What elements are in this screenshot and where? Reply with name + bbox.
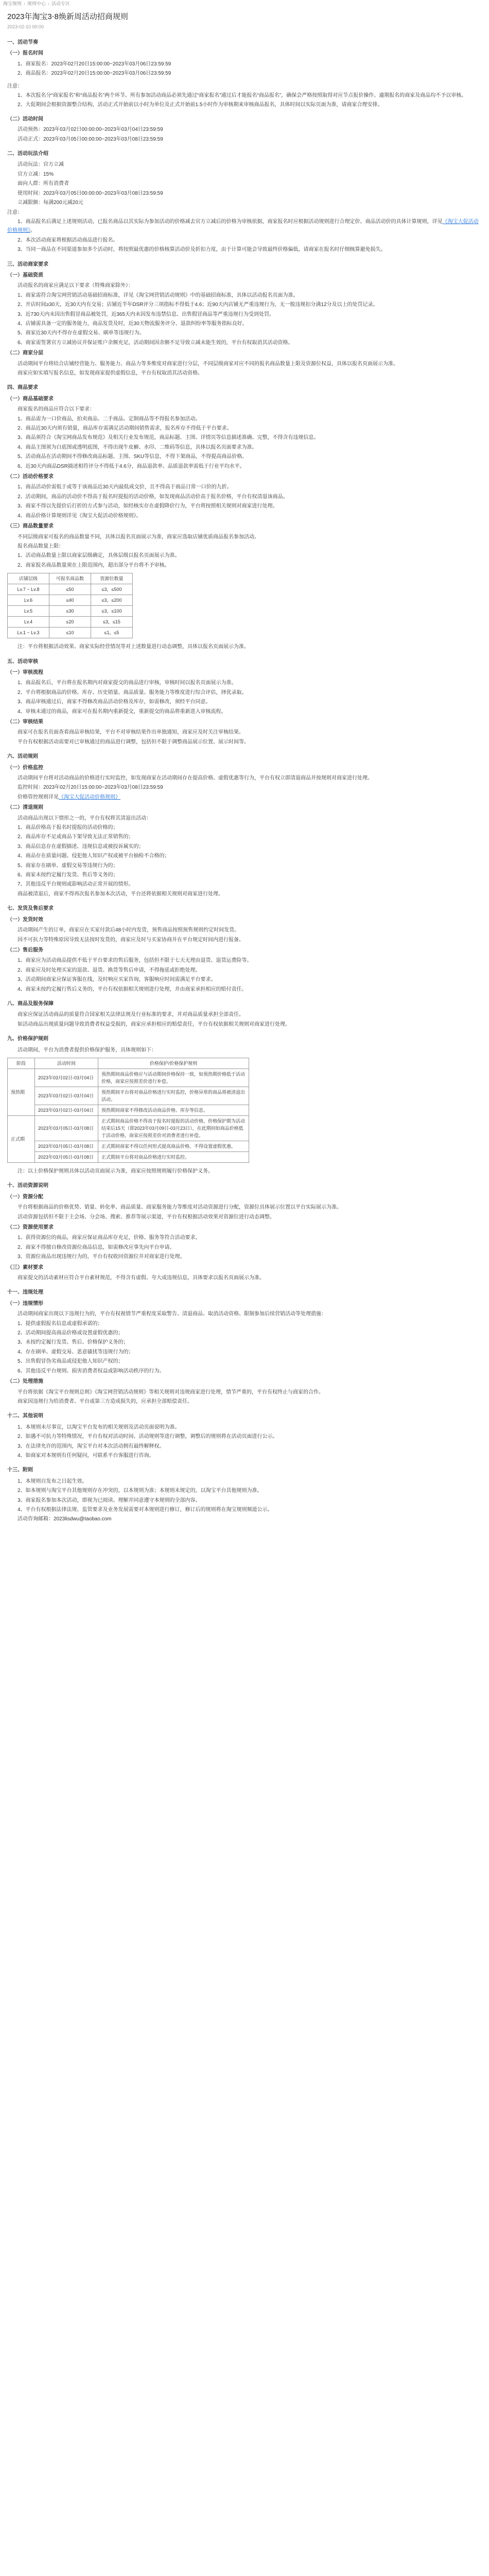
table-cell: Lv.4: [8, 617, 49, 628]
paragraph: 6、商家未按约定履行发货、售后等义务的；: [18, 872, 118, 878]
table-row: [8, 1141, 249, 1151]
subsection-heading: （二）售后服务: [7, 947, 43, 953]
table-cell: ≤30: [49, 606, 91, 617]
paragraph: 5、活动商品在活动期间不得修改商品标题、主图、SKU等信息，不得下架商品，不得提高商品价格。: [18, 454, 248, 460]
table-cell: ≤20: [49, 617, 91, 628]
paragraph: 活动报名的商家应满足以下要求（特殊商家除外）：: [18, 283, 133, 289]
paragraph: 因不可抗力等特殊原因导致无法按时发货的，商家应及时与买家协商并在平台规定时间内进行报备。: [18, 937, 244, 943]
paragraph: 活动玩法：官方立减: [18, 162, 64, 168]
table-row: [8, 628, 133, 638]
paragraph: 3、当同一商品在不同渠道参加多个活动时，将按照最优惠的价格核算活动价及折扣力度，由于计算可能会导致最终价格偏低，请商家在报名时仔细核算避免损失。: [18, 247, 386, 253]
paragraph: 6、商家需签署官方立减协议并保证账户余额充足，活动期间因余额不足导致立减未能生效的，平台有权取消其活动资格。: [18, 340, 293, 346]
paragraph: 如活动商品出现质量问题导致消费者权益受损的，商家应承担相应的赔偿责任，平台有权依据相关规则对商家进行处理。: [18, 1021, 290, 1027]
text-run: 1、商品报名后满足上述规则活动，已报名商品以其实际为参加活动的价格减去官方立减后的价格为审核依据，商家报名时应根据活动规则进行合理定价。: [18, 218, 365, 225]
table-header-cell: 店铺层级: [8, 573, 49, 584]
paragraph: 1、商品需为一口价商品，拍卖商品、二手商品、定制商品等不得报名参加活动。: [18, 416, 201, 422]
paragraph: 1、商品报名后，平台将在报名期内对商家提交的商品进行审核，审核时间以报名页面展示为准。: [18, 680, 237, 686]
subsection-heading: （三）商品数量要求: [7, 523, 54, 530]
paragraph: 3、在法律允许的范围内，淘宝平台对本次活动拥有最终解释权。: [18, 1443, 165, 1449]
paragraph: 1、本次报名分“商家报名”和“商品报名”两个环节。所有参加活动商品必须先通过“商家报名”通过后才能报名“商品报名”，确保会严格按照取得对应节点报价操作。逾期报名的商家及商品均不予以审核。: [18, 93, 467, 99]
breadcrumb-item-center[interactable]: 规则中心: [27, 1, 46, 6]
contact-email: 活动咨询邮箱：2023lisdwu@taobao.com: [18, 1516, 112, 1522]
paragraph: 4、审核未通过的商品，商家可在报名期内重新提交，重新提交的商品将重新进入审核流程。: [18, 708, 226, 715]
table-cell: Lv.1 ~ Lv.3: [8, 628, 49, 638]
table-note: 注：平台将根据活动效果、商家实际经营情况等对上述数量进行动态调整，具体以报名页面展示为准。: [18, 644, 249, 650]
paragraph: 2、开店时间≥30天，近30天内有交易；店铺近半年DSR评分三项指标不得低于4.6；近90天内店铺无严重违规行为，无一般违规扣分满12分及以上的处罚记录。: [18, 302, 378, 308]
section-heading: 十、活动资源说明: [7, 1183, 48, 1189]
paragraph: 7、其他违反平台规则或影响活动正常开展的情形。: [18, 882, 134, 888]
table-row: [8, 1105, 249, 1115]
table-cell: ≤10: [49, 628, 91, 638]
paragraph: 3、商品须符合《淘宝网商品发布规范》及相关行业发布规范，商品标题、主图、详情页等信息描述准确、完整，不得含有违规信息。: [18, 435, 319, 441]
paragraph: 3、资源位商品出现违规行为的，平台有权收回资源位并对商家进行处理。: [18, 1254, 185, 1260]
table-header-cell: 可报名商品数: [49, 573, 91, 584]
paragraph: 活动商品出现以下情形之一的，平台有权将其清退出活动：: [18, 815, 151, 821]
table-header-cell: 价格保护/价格保护规则: [98, 1058, 249, 1069]
section-heading: 二、活动玩法介绍: [7, 151, 48, 157]
paragraph: 3、近730天内未因出售假冒商品被处罚，近365天内未因发布违禁信息、出售假冒商品等严重违规行为受到处罚。: [18, 311, 274, 317]
subsection-heading: （二）处理措施: [7, 1379, 43, 1385]
paragraph: 4、商品主图须为白底图或透明底图，不得出现牛皮癣、水印、二维码等信息，具体以报名页面要求为准。: [18, 444, 257, 450]
section-heading: 九、价格保护规则: [7, 1036, 48, 1042]
section-heading: 十三、附则: [7, 1467, 33, 1473]
table-cell: 预热期: [8, 1069, 35, 1115]
table-row: [8, 1151, 249, 1162]
paragraph: 1、提供虚假报名信息或虚假承诺的；: [18, 1320, 103, 1327]
price-rules-link[interactable]: 《淘宝大促活动价格规则》: [7, 218, 479, 234]
breadcrumb-separator: ›: [48, 1, 50, 6]
table-note: 注：以上价格保护规则具体以活动页面展示为准，商家应按照规则履行价格保护义务。: [18, 1168, 213, 1174]
paragraph: 2、平台将根据商品的价格、库存、历史销量、商品质量、服务能力等维度进行综合评估，择优录取。: [18, 689, 247, 696]
subsection-heading: （一）商品基础要求: [7, 396, 54, 402]
paragraph: 5、商家近30天内不得存在虚假交易、刷单等违规行为。: [18, 330, 145, 336]
table-cell: ≤40: [49, 595, 91, 606]
paragraph: 官方立减：15%: [18, 171, 54, 177]
paragraph: 活动期间产生的订单，商家应在买家付款后48小时内发货，预售商品按照预售规则约定时间发货。: [18, 927, 240, 934]
paragraph: 4、平台有权根据法律法规、监管要求及业务发展需要对本规则进行修订，修订后的规则将在淘宝规则频道公示。: [18, 1506, 273, 1513]
paragraph: 3、商家不得以先提价后打折的方式参与活动，如经核实存在虚假降价行为，平台将按照相关规则对商家进行处理。: [18, 503, 278, 510]
section-heading: 五、活动审核: [7, 658, 38, 665]
text-run: 价格管控规则详见: [18, 794, 59, 800]
table-cell: Lv.5: [8, 606, 49, 617]
paragraph: 4、店铺需具备一定的服务能力，商品发货及时，近30天物流服务评分、退款纠纷率等服务指标良好。: [18, 320, 248, 327]
table-cell: 预热期间平台将对商品价格进行实时监控，价格异常的商品将被清退出活动。: [98, 1087, 249, 1105]
paragraph: 平台将根据商品的价格优势、销量、转化率、商品质量、商家服务能力等维度对活动资源进行分配，资源位具体展示位置以平台实际展示为准。: [18, 1205, 342, 1211]
paragraph: 商家应如实填写报名信息，如发现商家提供虚假信息，平台有权取消其活动资格。: [18, 370, 203, 376]
subsection-heading: （二）活动价格要求: [7, 474, 54, 480]
paragraph: 2、商家不得擅自修改资源位商品信息，如需修改应事先向平台申请。: [18, 1244, 175, 1250]
table-row: [8, 1069, 249, 1087]
paragraph: 平台有权根据活动需要对已审核通过的商品进行调整，包括但不限于调整商品展示位置、展示时间等。: [18, 739, 249, 745]
subsection-heading: （二）清退规则: [7, 805, 43, 811]
paragraph: 4、商品价格计算规则详见《淘宝大促活动价格规则》。: [18, 513, 142, 519]
paragraph: 商家提交的活动素材应符合平台素材规范，不得含有虚假、夸大或违规信息，具体要求以报名页面展示为准。: [18, 1275, 265, 1281]
paragraph: 活动资源包括但不限于主会场、分会场、搜索、推荐等展示渠道，平台有权根据活动效果对资源位进行动态调整。: [18, 1214, 275, 1220]
paragraph: 3、活动期间商家应保证客服在线，及时响应买家咨询，客服响应时间需满足平台要求。: [18, 977, 216, 983]
table-row: [8, 617, 133, 628]
subsection-heading: （三）素材要求: [7, 1264, 43, 1270]
subsection-heading: （一）报名时间: [7, 50, 43, 57]
breadcrumb-item-activity[interactable]: 活动专区: [51, 1, 71, 6]
paragraph: 1、商家应为活动商品提供不低于平台要求的售后服务，包括但不限于七天无理由退货、退货运费险等。: [18, 958, 252, 964]
table-cell: ≤3，≤100: [91, 606, 133, 617]
paragraph: [7, 793, 482, 802]
text-run: 商品活动价的具体计算规则，详见: [365, 218, 443, 225]
paragraph: 活动期间商家出现以下违规行为的，平台有权视情节严重程度采取警告、清退商品、取消活动资格、限制参加后续营销活动等处理措施：: [18, 1311, 326, 1317]
table-header-row: [8, 1058, 249, 1069]
table-cell: 正式期间商品价格不得高于报名时提报的活动价格，价格保护期为活动结束后15天（即2023年03月09日-03月23日），在此期间如商品价格低于活动价格，商家应按照差价对消费者进行补偿。: [98, 1115, 249, 1141]
table-cell: 2023年03月02日-03月04日: [35, 1087, 98, 1105]
subsection-heading: （一）违规情形: [7, 1300, 43, 1307]
paragraph: 2、商家报名商品数量须在上限范围内，超出部分平台将不予审核。: [18, 562, 170, 568]
section-heading: 八、商品及服务保障: [7, 1001, 54, 1007]
table-cell: 2023年03月02日-03月04日: [35, 1105, 98, 1115]
subsection-heading: （二）商家分层: [7, 350, 43, 357]
publish-date: 2023-02-10 00:00: [7, 24, 44, 29]
paragraph: 2、活动期间提高商品价格或设置虚假优惠的；: [18, 1330, 124, 1336]
rule-document: [0, 7, 489, 2576]
paragraph: 活动期间平台将对活动商品的价格进行实时监控，如发现商家在活动期间存在提高价格、虚假优惠等行为，平台有权立即清退商品并按规则对商家进行处理。: [18, 775, 373, 781]
subsection-heading: （一）发货时效: [7, 917, 43, 923]
table-cell: ≤3，≤500: [91, 584, 133, 595]
paragraph: 4、商品存在质量问题、侵犯他人知识产权或被平台抽检不合格的；: [18, 853, 170, 859]
paragraph: 商家可在报名页面查看商品审核结果，平台不对审核结果作出单独通知，商家应及时关注审核结果。: [18, 730, 244, 736]
paragraph: 1、商品活动价需低于或等于该商品近30天内最低成交价，且不得高于商品日常一口价的九折。: [18, 484, 232, 490]
level-quota-table: [7, 573, 133, 638]
breadcrumb-separator: ›: [24, 1, 26, 6]
paragraph: 5、商家存在刷单、虚假交易等违规行为的；: [18, 862, 118, 869]
paragraph: 平台将依据《淘宝平台规则总则》《淘宝网营销活动规则》等相关规则对违规商家进行处理，情节严重的，平台有权终止与商家的合作。: [18, 1389, 324, 1395]
paragraph: 3、未按约定履行发货、售后、价格保护义务的；: [18, 1340, 129, 1346]
table-cell: 预热期间商家不得修改活动商品价格、库存等信息。: [98, 1105, 249, 1115]
table-header-cell: 活动时间: [35, 1058, 98, 1069]
paragraph: 2、商家应及时处理买家的退款、退货、换货等售后申请，不得拖延或拒绝处理。: [18, 967, 201, 973]
paragraph: 2、活动期间，商品的活动价不得高于报名时提报的活动价格，如发现商品活动价高于报名价格，平台有权清退该商品。: [18, 494, 288, 500]
paragraph: 4、如商家对本规则有任何疑问，可联系平台客服进行咨询。: [18, 1452, 154, 1459]
table-row: [8, 1087, 249, 1105]
paragraph: 活动预热：2023年03月02日00:00:00~2023年03月04日23:59:59: [18, 127, 163, 133]
paragraph: 活动期间平台将结合店铺经营能力、服务能力、商品力等多维度对商家进行分层，不同层级商家对应不同的报名商品数量上限及资源位权益，具体以报名页面展示为准。: [18, 361, 398, 367]
paragraph: 1、本规则自发布之日起生效。: [18, 1478, 88, 1484]
paragraph: 使用时间：2023年03月05日00:00:00~2023年03月08日23:59:59: [18, 190, 163, 196]
paragraph: 4、存在刷单、虚假交易、恶意骚扰等违规行为的；: [18, 1349, 134, 1355]
breadcrumb: [0, 0, 489, 7]
paragraph: 监控时间：2023年02月20日15:00:00~2023年03月08日23:59:59: [18, 785, 163, 791]
page-title: 2023年淘宝3⋅8焕新周活动招商规则: [7, 12, 128, 21]
paragraph: 2、如本规则与淘宝平台其他规则存在冲突的，以本规则为准；本规则未规定的，以淘宝平台其他规则为准。: [18, 1488, 263, 1494]
paragraph: 1、活动商品数量上限以商家层级确定，具体层级以报名页面展示为准。: [18, 553, 180, 559]
breadcrumb-item-rules[interactable]: 淘宝规则: [3, 1, 22, 6]
paragraph: 商家应保证活动商品的质量符合国家相关法律法规及行业标准的要求，并对商品质量承担全部责任。: [18, 1012, 244, 1018]
table-cell: ≤1，≤5: [91, 628, 133, 638]
note-heading: 注意：: [7, 83, 23, 89]
subsection-heading: （一）基础资质: [7, 272, 43, 278]
paragraph: 1、本规则未尽事宜，以淘宝平台发布的相关规则及活动页面说明为准。: [18, 1424, 180, 1430]
paragraph: 2、商品报名：2023年02月20日15:00:00~2023年03月06日23:59:59: [18, 71, 171, 77]
table-row: [8, 606, 133, 617]
paragraph: 1、商家需符合淘宝网营销活动基础招商标准，详见《淘宝网营销活动规则》中的基础招商标准，具体以活动报名页面为准。: [18, 292, 299, 298]
subsection-heading: （一）价格监控: [7, 765, 43, 771]
table-cell: 正式期间商家不得以任何形式提高商品价格，不得设置虚假优惠。: [98, 1141, 249, 1151]
paragraph: 活动正式：2023年03月05日00:00:00~2023年03月08日23:59:59: [18, 136, 163, 142]
table-row: [8, 595, 133, 606]
paragraph: 2、商品库存不足或商品下架导致无法正常销售的；: [18, 834, 134, 840]
paragraph: 3、商家报名参加本次活动，即视为已阅读、理解并同意遵守本规则的全部内容。: [18, 1497, 201, 1503]
paragraph: 4、商家未按约定履行售后义务的，平台有权依据相关规则进行处理，并由商家承担相应的赔付责任。: [18, 986, 247, 992]
paragraph: 3、商品审核通过后，商家不得修改商品活动价格及库存，如需修改，须经平台同意。: [18, 699, 211, 705]
table-cell: ≤50: [49, 584, 91, 595]
section-heading: 一、活动节奏: [7, 40, 38, 45]
subsection-heading: （一）资源分配: [7, 1194, 43, 1200]
table-cell: ≤3，≤200: [91, 595, 133, 606]
table-cell: 预热期间商品价格应与活动期间价格保持一致，如预热期价格低于活动价格，商家应按照差价进行补偿。: [98, 1069, 249, 1087]
paragraph: 面向人群：所有消费者: [18, 181, 69, 187]
section-heading: 三、活动商家要求: [7, 261, 48, 267]
paragraph: 报名商品数量上限：: [18, 543, 64, 549]
paragraph: 1、商家报名：2023年02月20日15:00:00~2023年03月06日23:59:59: [18, 61, 171, 67]
section-heading: 七、发货及售后要求: [7, 906, 54, 912]
table-cell: Lv.6: [8, 595, 49, 606]
table-header-row: [8, 573, 133, 584]
subsection-heading: （二）活动时间: [7, 116, 43, 122]
paragraph: 不同层级商家可报名的商品数量不同，具体以报名页面展示为准，商家应选取店铺优质商品报名参加活动。: [18, 534, 259, 540]
price-rules-link[interactable]: 《淘宝大促活动价格规则》: [59, 794, 120, 800]
paragraph: 3、商品信息存在虚假描述、违规信息或被投诉属实的；: [18, 843, 144, 850]
paragraph: 立减限额：每满200元减20元: [18, 200, 83, 206]
table-cell: 2023年03月02日-03月04日: [35, 1069, 98, 1087]
subsection-heading: （二）审核结果: [7, 719, 43, 725]
table-row: [8, 584, 133, 595]
paragraph: 2、商品近30天内须有销量，商品库存需满足活动期间销售需求，报名库存不得低于平台要求。: [18, 426, 232, 432]
text-run: 。: [30, 228, 36, 234]
table-cell: ≤3，≤15: [91, 617, 133, 628]
paragraph: 商家报名的商品应符合以下要求：: [18, 406, 95, 413]
paragraph: 1、商品价格高于报名时提报的活动价格的；: [18, 825, 118, 831]
section-heading: 十一、违规处理: [7, 1290, 43, 1296]
paragraph: 1、获得资源位的商品，商家应保证商品库存充足，价格、服务等符合活动要求。: [18, 1235, 201, 1241]
paragraph: 2、本次活动商家将根据活动商品进行报名。: [18, 237, 118, 243]
table-cell: 正式期: [8, 1115, 35, 1162]
paragraph: 2、如遇不可抗力等特殊情况，平台有权对活动时间、活动规则等进行调整，调整后的规则将在活动页面进行公示。: [18, 1434, 278, 1440]
section-heading: 十二、其他说明: [7, 1413, 43, 1419]
table-header-cell: 阶段: [8, 1058, 35, 1069]
note-heading: 注意：: [7, 209, 23, 215]
paragraph: 商品被清退后，商家不得再次报名参加本次活动，平台还将依据相关规则对商家进行处理。: [18, 891, 223, 897]
subsection-heading: （一）审核流程: [7, 669, 43, 675]
paragraph: [7, 217, 482, 235]
paragraph: 5、出售假冒伪劣商品或侵犯他人知识产权的；: [18, 1359, 124, 1365]
subsection-heading: （二）资源使用要求: [7, 1225, 54, 1230]
paragraph: 商家因违规行为给消费者、平台或第三方造成损失的，应承担全部赔偿责任。: [18, 1398, 193, 1404]
paragraph: 2、大促期间会根据资源整合结构，活动正式开始前以小时为单位及正式开始前1.5小时作为审核期来审核商品报名，具体时间以实际页面为准，请商家合理安排。: [18, 102, 383, 108]
table-row: [8, 1115, 249, 1141]
paragraph: 活动期间，平台为消费者提供价格保护服务，具体规则如下：: [18, 1047, 156, 1053]
section-heading: 四、商品要求: [7, 385, 38, 391]
paragraph: 6、其他违反平台规则、损害消费者权益或影响活动秩序的行为。: [18, 1368, 165, 1374]
table-cell: Lv.7 ~ Lv.8: [8, 584, 49, 595]
section-heading: 六、活动规则: [7, 754, 38, 760]
price-protection-table: [7, 1058, 249, 1163]
paragraph: 6、近30天内商品DSR描述相符评分不得低于4.6分，商品退款率、品质退款率需低于行业平均水平。: [18, 463, 245, 469]
table-cell: 2023年03月05日-03月08日: [35, 1115, 98, 1141]
table-cell: 2023年03月05日-03月08日: [35, 1141, 98, 1151]
table-cell: 正式期间平台将对商品价格进行实时监控。: [98, 1151, 249, 1162]
table-header-cell: 资源位数量: [91, 573, 133, 584]
table-cell: 2023年03月05日-03月08日: [35, 1151, 98, 1162]
